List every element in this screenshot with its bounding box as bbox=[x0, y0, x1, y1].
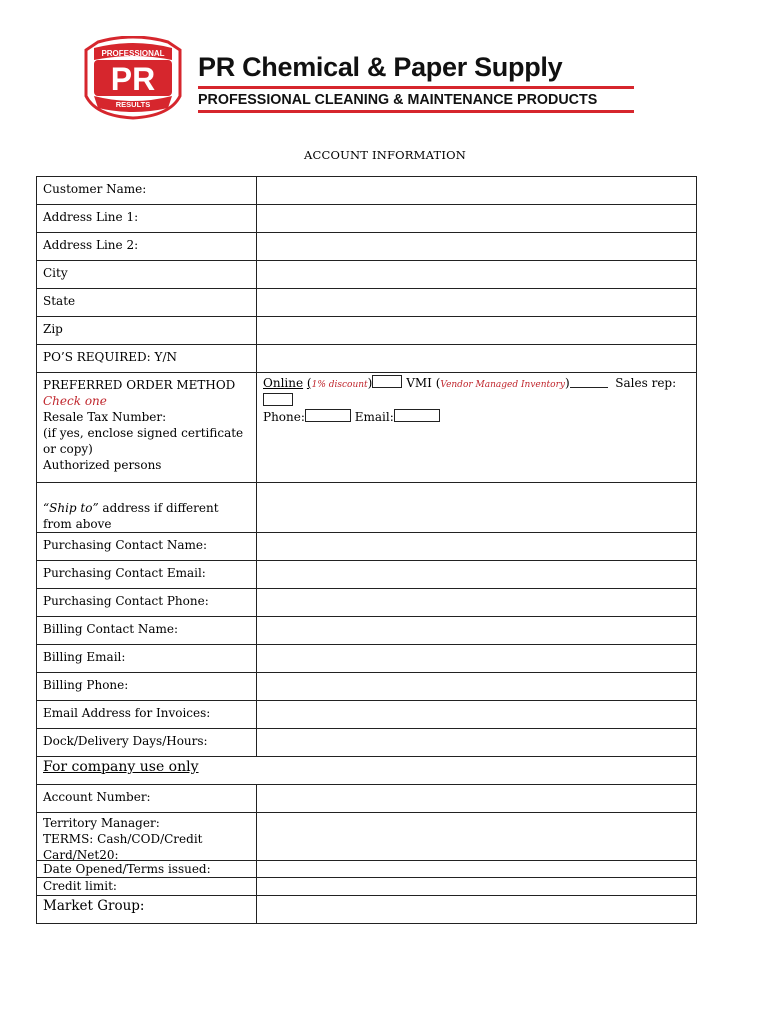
row-dock-hours bbox=[37, 729, 696, 757]
label-preferred-order: PREFERRED ORDER METHOD bbox=[43, 378, 236, 392]
dock-hours-field[interactable] bbox=[257, 729, 696, 756]
label-billing-phone: Billing Phone: bbox=[37, 673, 257, 700]
territory-terms-field[interactable] bbox=[257, 813, 696, 860]
label-account-number: Account Number: bbox=[37, 785, 257, 812]
brand-header bbox=[198, 50, 638, 113]
vmi-checkbox[interactable] bbox=[570, 376, 608, 388]
online-option-label: Online bbox=[263, 376, 304, 390]
label-address-2: Address Line 2: bbox=[37, 233, 257, 260]
order-method-line-2 bbox=[263, 409, 690, 425]
label-address-1: Address Line 1: bbox=[37, 205, 257, 232]
label-customer-name: Customer Name: bbox=[37, 177, 257, 204]
label-ship-to bbox=[37, 483, 257, 532]
row-order-method bbox=[37, 373, 696, 483]
phone-checkbox[interactable] bbox=[305, 409, 351, 422]
company-name: PR Chemical & Paper Supply bbox=[198, 52, 563, 82]
label-purchasing-name: Purchasing Contact Name: bbox=[37, 533, 257, 560]
row-purchasing-phone bbox=[37, 589, 696, 617]
phone-option-label: Phone: bbox=[263, 410, 305, 424]
resale-note: (if yes, enclose signed certificate or copy) bbox=[43, 426, 244, 456]
account-number-field[interactable] bbox=[257, 785, 696, 812]
billing-email-field[interactable] bbox=[257, 645, 696, 672]
customer-name-field[interactable] bbox=[257, 177, 696, 204]
row-billing-name bbox=[37, 617, 696, 645]
billing-name-field[interactable] bbox=[257, 617, 696, 644]
order-method-labels bbox=[37, 373, 257, 482]
account-form bbox=[36, 176, 697, 924]
label-pos-required: PO’S REQUIRED: Y/N bbox=[37, 345, 257, 372]
label-market-group: Market Group: bbox=[37, 896, 257, 923]
row-purchasing-name bbox=[37, 533, 696, 561]
label-purchasing-email: Purchasing Contact Email: bbox=[37, 561, 257, 588]
row-purchasing-email bbox=[37, 561, 696, 589]
brand-divider bbox=[198, 86, 634, 89]
company-logo bbox=[80, 36, 186, 120]
row-address-2 bbox=[37, 233, 696, 261]
email-checkbox[interactable] bbox=[394, 409, 440, 422]
company-use-heading: For company use only bbox=[43, 759, 199, 775]
row-account-number bbox=[37, 785, 696, 813]
date-opened-field[interactable] bbox=[257, 861, 696, 877]
address-1-field[interactable] bbox=[257, 205, 696, 232]
invoice-email-field[interactable] bbox=[257, 701, 696, 728]
row-ship-to bbox=[37, 483, 696, 533]
pr-logo-icon bbox=[80, 36, 186, 120]
svg-text:RESULTS: RESULTS bbox=[115, 100, 151, 109]
ship-to-emphasis: “Ship to” bbox=[43, 501, 99, 515]
credit-limit-field[interactable] bbox=[257, 878, 696, 895]
row-state bbox=[37, 289, 696, 317]
label-zip: Zip bbox=[37, 317, 257, 344]
label-resale-tax: Resale Tax Number: bbox=[43, 410, 167, 424]
row-invoice-email bbox=[37, 701, 696, 729]
purchasing-name-field[interactable] bbox=[257, 533, 696, 560]
purchasing-email-field[interactable] bbox=[257, 561, 696, 588]
state-field[interactable] bbox=[257, 289, 696, 316]
label-billing-name: Billing Contact Name: bbox=[37, 617, 257, 644]
row-city bbox=[37, 261, 696, 289]
label-check-one: Check one bbox=[43, 394, 107, 408]
row-company-use-heading bbox=[37, 757, 696, 785]
order-method-options bbox=[257, 373, 696, 482]
label-territory-manager: Territory Manager: bbox=[43, 816, 160, 830]
svg-text:PR: PR bbox=[110, 61, 156, 97]
online-checkbox[interactable] bbox=[372, 375, 402, 388]
label-purchasing-phone: Purchasing Contact Phone: bbox=[37, 589, 257, 616]
vmi-option-label: VMI bbox=[406, 376, 432, 390]
pos-required-field[interactable] bbox=[257, 345, 696, 372]
row-billing-email bbox=[37, 645, 696, 673]
row-territory-terms bbox=[37, 813, 696, 861]
territory-terms-labels bbox=[37, 813, 257, 860]
ship-to-field[interactable] bbox=[257, 483, 696, 532]
label-state: State bbox=[37, 289, 257, 316]
brand-divider-2 bbox=[198, 110, 634, 113]
row-zip bbox=[37, 317, 696, 345]
email-option-label: Email: bbox=[354, 410, 394, 424]
purchasing-phone-field[interactable] bbox=[257, 589, 696, 616]
ship-to-rest: address if different from above bbox=[43, 501, 219, 531]
row-market-group bbox=[37, 896, 696, 924]
billing-phone-field[interactable] bbox=[257, 673, 696, 700]
label-credit-limit: Credit limit: bbox=[37, 878, 257, 895]
vmi-note: Vendor Managed Inventory bbox=[440, 380, 565, 390]
sales-rep-label: Sales rep: bbox=[615, 376, 677, 390]
sales-rep-checkbox[interactable] bbox=[263, 393, 293, 406]
row-billing-phone bbox=[37, 673, 696, 701]
row-date-opened bbox=[37, 861, 696, 878]
row-credit-limit bbox=[37, 878, 696, 896]
address-2-field[interactable] bbox=[257, 233, 696, 260]
row-address-1 bbox=[37, 205, 696, 233]
market-group-field[interactable] bbox=[257, 896, 696, 923]
order-method-line-1: Online (1% discount) VMI (Vendor Managed Inventory) Sales rep: bbox=[263, 375, 690, 409]
label-billing-email: Billing Email: bbox=[37, 645, 257, 672]
label-dock-hours: Dock/Delivery Days/Hours: bbox=[37, 729, 257, 756]
label-city: City bbox=[37, 261, 257, 288]
row-pos-required bbox=[37, 345, 696, 373]
label-authorized: Authorized persons bbox=[43, 458, 162, 472]
form-title: ACCOUNT INFORMATION bbox=[303, 148, 467, 162]
zip-field[interactable] bbox=[257, 317, 696, 344]
label-invoice-email: Email Address for Invoices: bbox=[37, 701, 257, 728]
label-date-opened: Date Opened/Terms issued: bbox=[37, 861, 257, 877]
online-discount-note: 1% discount bbox=[311, 380, 368, 390]
svg-text:PROFESSIONAL: PROFESSIONAL bbox=[101, 49, 165, 58]
company-tagline: PROFESSIONAL CLEANING & MAINTENANCE PRODUCTS bbox=[198, 92, 598, 108]
label-terms: TERMS: Cash/COD/Credit Card/Net20: bbox=[43, 832, 203, 862]
city-field[interactable] bbox=[257, 261, 696, 288]
row-customer-name bbox=[37, 177, 696, 205]
